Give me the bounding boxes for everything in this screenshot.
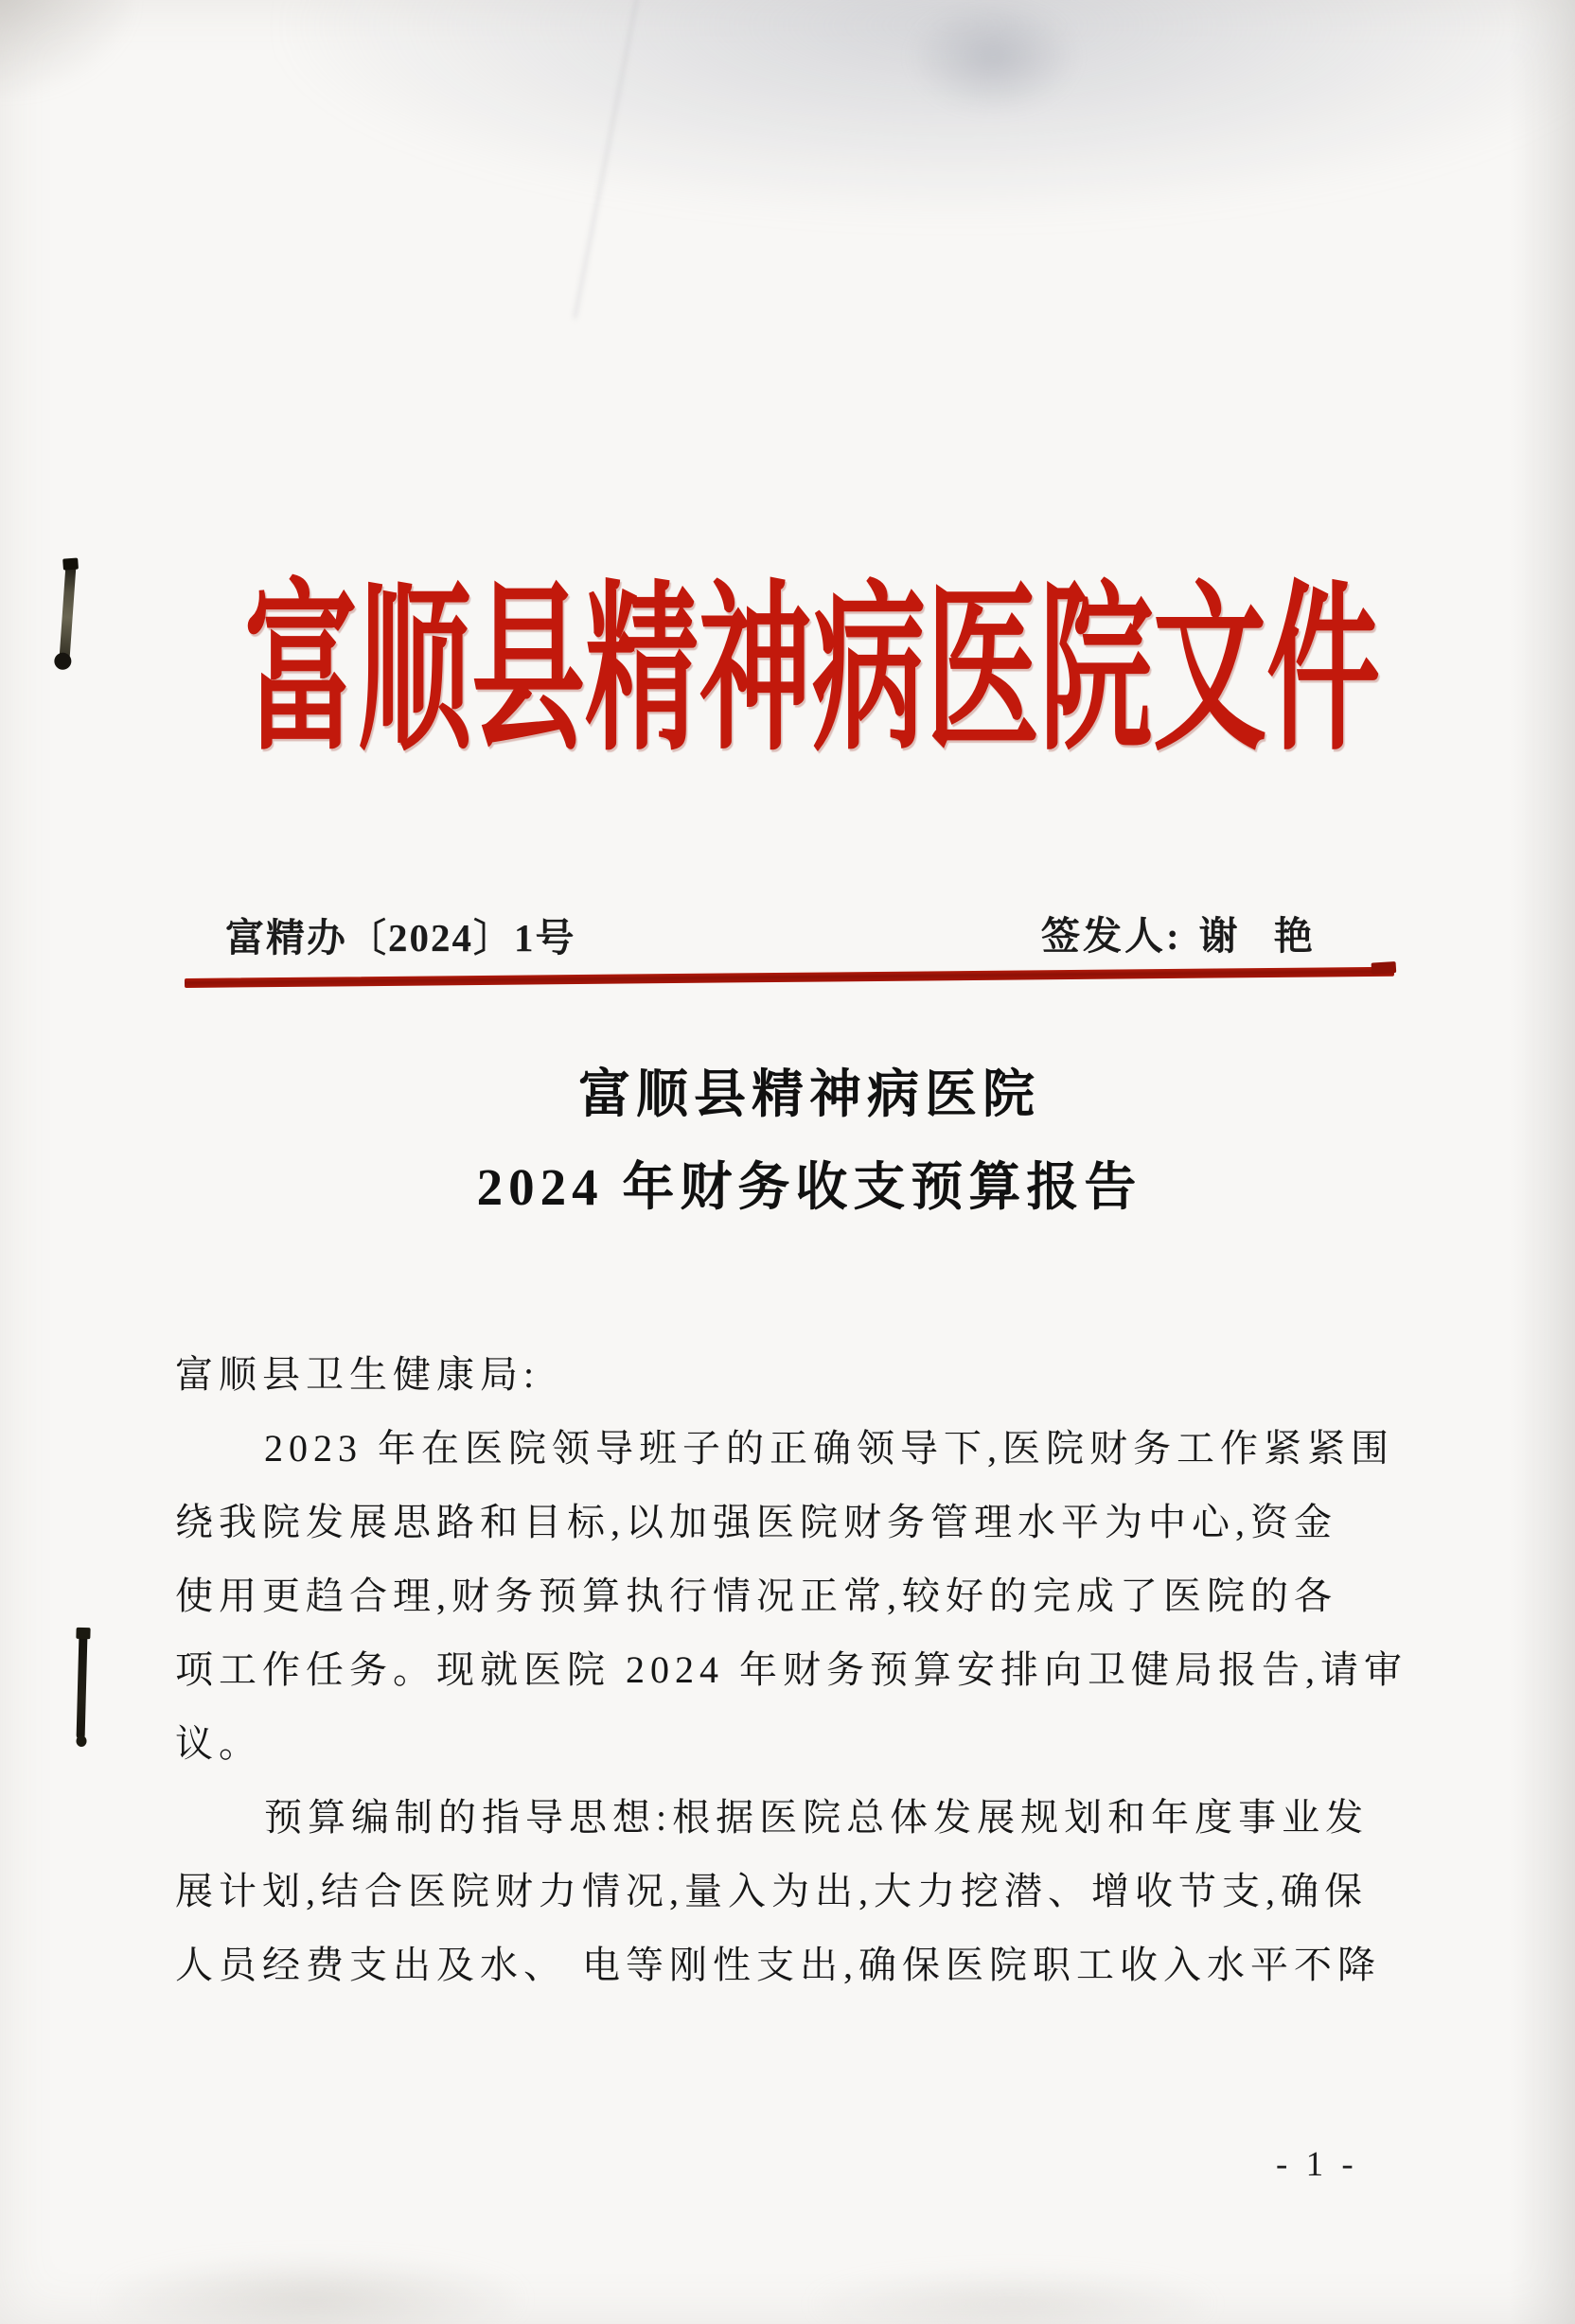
body-line: 人员经费支出及水、 电等刚性支出,确保医院职工收入水平不降 (175, 1944, 1381, 1986)
scan-shadow-corner (0, 0, 133, 95)
document-title (44, 1065, 1575, 1217)
page-number: - 1 - (1276, 2145, 1358, 2184)
salutation: 富顺县卫生健康局: (175, 1353, 540, 1396)
issuer-name: 谢 艳 (1198, 914, 1326, 958)
staple-cap (62, 558, 79, 571)
staple-mark-top (59, 562, 76, 663)
body-line: 议。 (175, 1722, 262, 1765)
staple-cap (76, 1628, 90, 1639)
scan-smudge-bottom-left (104, 2257, 521, 2324)
issuer (1041, 905, 1326, 960)
body-line: 使用更趋合理,财务预算执行情况正常,较好的完成了医院的各 (175, 1575, 1337, 1617)
doc-number: 富精办〔2024〕1号 (225, 916, 576, 960)
document-title-line1: 富顺县精神病医院 (577, 1065, 1040, 1123)
scan-smudge-bottom-right (814, 2271, 1212, 2324)
staple-blob (54, 652, 72, 670)
staple-mark-middle (77, 1635, 88, 1739)
staple-blob (76, 1735, 86, 1747)
body-line: 项工作任务。现就医院 2024 年财务预算安排向卫健局报告,请审 (175, 1648, 1407, 1691)
body-line: 展计划,结合医院财力情况,量入为出,大力挖潜、增收节支,确保 (175, 1870, 1368, 1912)
scan-shadow-top-patch (909, 0, 1079, 114)
body-line: 预算编制的指导思想:根据医院总体发展规划和年度事业发 (264, 1796, 1370, 1839)
issuer-label: 签发人: (1041, 914, 1182, 958)
body-line: 绕我院发展思路和目标,以加强医院财务管理水平为中心,资金 (175, 1501, 1337, 1543)
scan-shadow-top (284, 0, 1575, 218)
paper-fold-crease (574, 0, 642, 319)
body-line: 2023 年在医院领导班子的正确领导下,医院财务工作紧紧围 (264, 1427, 1394, 1470)
red-divider-line (185, 967, 1394, 988)
body-text (175, 1338, 1415, 2002)
org-masthead-title: 富顺县精神病医院文件 (244, 571, 1381, 773)
document-title-line2: 2024 年财务收支预算报告 (476, 1158, 1142, 1216)
